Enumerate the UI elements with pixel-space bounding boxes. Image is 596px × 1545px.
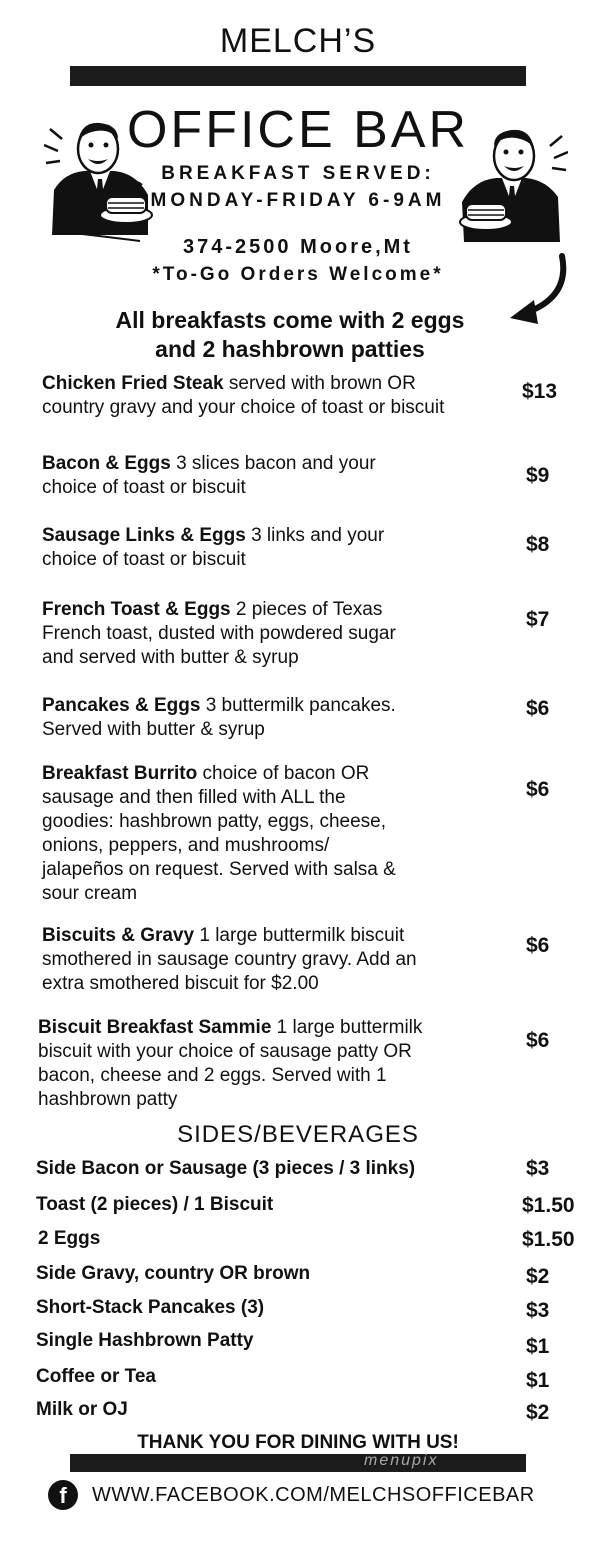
item-desc: smothered in sausage country gravy. Add an: [42, 949, 417, 970]
item-desc: jalapeños on request. Served with salsa &: [42, 859, 396, 880]
item-desc: 2 pieces of Texas: [230, 599, 383, 620]
item-desc: French toast, dusted with powdered sugar: [42, 623, 396, 644]
menu-item-chicken-fried-steak: [42, 372, 512, 420]
item-desc: biscuit with your choice of sausage patty OR: [38, 1041, 412, 1062]
menu-item-pancakes-eggs: [42, 694, 512, 742]
side-item: Single Hashbrown Patty: [36, 1330, 254, 1351]
served-days-heading: BREAKFAST SERVED:: [161, 163, 435, 184]
menu-item-breakfast-burrito: [42, 762, 512, 906]
item-desc: goodies: hashbrown patty, eggs, cheese,: [42, 811, 386, 832]
side-item: Side Gravy, country OR brown: [36, 1263, 311, 1284]
item-name: French Toast & Eggs: [42, 599, 231, 620]
right-waiter-illustration: [448, 122, 568, 252]
item-desc: country gravy and your choice of toast or biscuit: [42, 397, 445, 418]
top-divider-bar: [70, 66, 526, 86]
curved-arrow-icon: [500, 252, 580, 332]
item-price: $13: [522, 380, 558, 403]
watermark: menupix: [364, 1452, 439, 1469]
page-title: OFFICE BAR: [126, 101, 470, 159]
side-item: Milk or OJ: [36, 1399, 128, 1420]
side-item: 2 Eggs: [38, 1228, 101, 1249]
item-desc: 1 large buttermilk biscuit: [194, 925, 405, 946]
served-hours: MONDAY-FRIDAY 6-9AM: [150, 190, 446, 211]
item-desc: extra smothered biscuit for $2.00: [42, 973, 319, 994]
item-name: Sausage Links & Eggs: [42, 525, 246, 546]
item-desc: 3 buttermilk pancakes.: [200, 695, 396, 716]
item-desc: 1 large buttermilk: [271, 1017, 423, 1038]
facebook-link[interactable]: WWW.FACEBOOK.COM/MELCHSOFFICEBAR: [92, 1484, 535, 1506]
side-item: Toast (2 pieces) / 1 Biscuit: [36, 1194, 274, 1215]
item-desc: 3 slices bacon and your: [170, 453, 376, 474]
item-price: $7: [526, 608, 550, 631]
side-price: $1: [526, 1369, 550, 1392]
side-price: $1: [526, 1335, 550, 1358]
menu-item-sausage-links-eggs: [42, 524, 512, 572]
left-waiter-illustration: [44, 115, 164, 245]
item-desc: Served with butter & syrup: [42, 719, 265, 740]
menu-item-biscuits-gravy: [42, 924, 512, 996]
item-name: Biscuits & Gravy: [42, 925, 195, 946]
item-price: $6: [526, 1029, 550, 1052]
facebook-icon: f: [48, 1480, 78, 1510]
item-desc: 3 links and your: [245, 525, 385, 546]
side-price: $1.50: [522, 1228, 575, 1251]
item-desc: choice of toast or biscuit: [42, 549, 246, 570]
item-name: Breakfast Burrito: [42, 763, 198, 784]
item-desc: bacon, cheese and 2 eggs. Served with 1: [38, 1065, 387, 1086]
included-note-line2: and 2 hashbrown patties: [155, 336, 425, 362]
side-item: Coffee or Tea: [36, 1366, 157, 1387]
thank-you-note: THANK YOU FOR DINING WITH US!: [137, 1432, 459, 1453]
side-price: $1.50: [522, 1194, 575, 1217]
item-price: $6: [526, 934, 550, 957]
menu-item-biscuit-breakfast-sammie: [38, 1016, 508, 1112]
side-price: $2: [526, 1401, 550, 1424]
side-price: $3: [526, 1157, 550, 1180]
item-desc: sausage and then filled with ALL the: [42, 787, 346, 808]
item-name: Chicken Fried Steak: [42, 373, 224, 394]
side-price: $3: [526, 1299, 550, 1322]
item-name: Bacon & Eggs: [42, 453, 171, 474]
phone-location: 374-2500 Moore,Mt: [183, 236, 413, 258]
item-price: $6: [526, 697, 550, 720]
brand-name: MELCH’S: [219, 22, 377, 60]
item-desc: served with brown OR: [223, 373, 416, 394]
item-desc: hashbrown patty: [38, 1089, 178, 1110]
item-desc: sour cream: [42, 883, 138, 904]
item-price: $9: [526, 464, 550, 487]
item-desc: and served with butter & syrup: [42, 647, 299, 668]
menu-item-bacon-eggs: [42, 452, 512, 500]
sides-heading: SIDES/BEVERAGES: [177, 1121, 419, 1148]
item-desc: choice of bacon OR: [197, 763, 370, 784]
item-price: $6: [526, 778, 550, 801]
bottom-divider-bar: [70, 1454, 526, 1472]
item-price: $8: [526, 533, 550, 556]
menu-item-french-toast-eggs: [42, 598, 512, 670]
togo-note: *To-Go Orders Welcome*: [152, 264, 444, 285]
item-desc: choice of toast or biscuit: [42, 477, 246, 498]
item-name: Biscuit Breakfast Sammie: [38, 1017, 272, 1038]
side-item: Short-Stack Pancakes (3): [36, 1297, 265, 1318]
item-desc: onions, peppers, and mushrooms/: [42, 835, 330, 856]
side-item: Side Bacon or Sausage (3 pieces / 3 links): [36, 1158, 416, 1179]
included-note-line1: All breakfasts come with 2 eggs: [115, 307, 465, 333]
side-price: $2: [526, 1265, 550, 1288]
item-name: Pancakes & Eggs: [42, 695, 201, 716]
